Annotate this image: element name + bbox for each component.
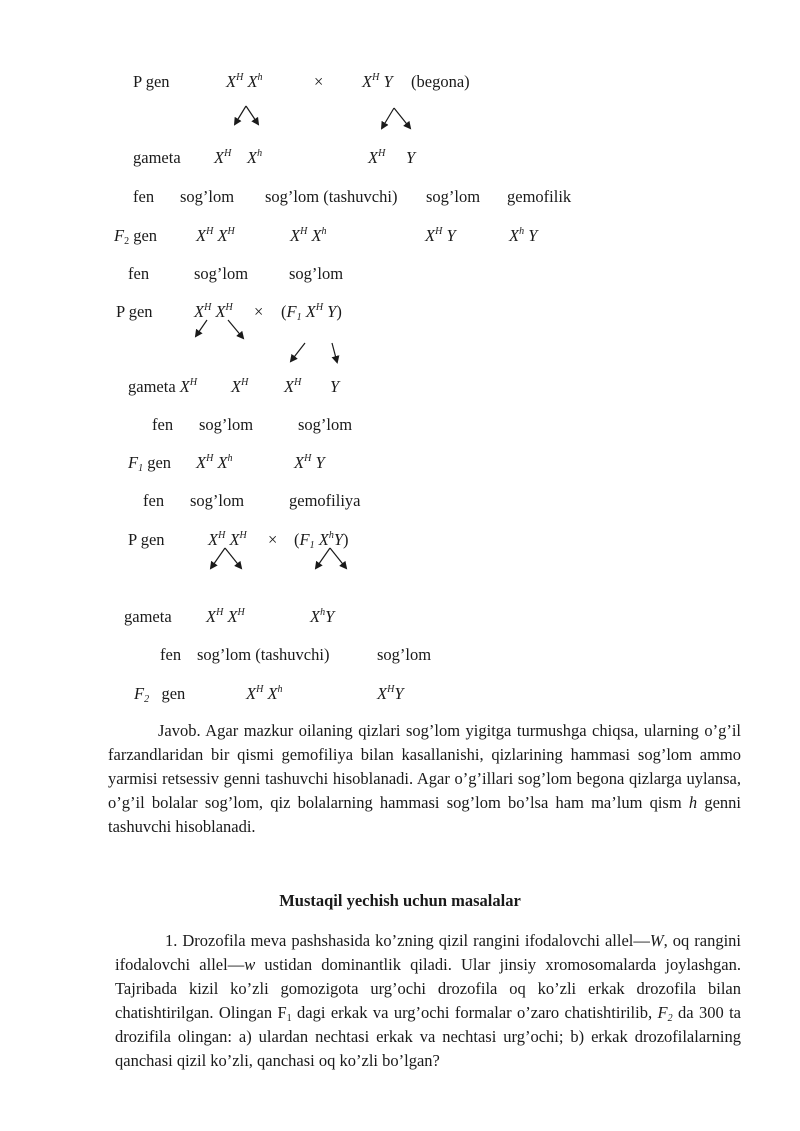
offspring-genotype: $X^HY$ — [377, 684, 404, 703]
problem-1: 1. Drozofila meva pashshasida ko’zning qizil rangini ifodalovchi allel—W, oq rangini ifodalovchi allel—w ustidan dominantlik qiladi. Ular jinsiy xromosomalarda joylashgan. Tajribada kizil ko’zli gomozigota urg’ochi drozofila oq ko’zli erkak drozofila bilan chatishtirilgan. Olingan $F_1$ dagi erkak va urg’ochi formalar o’zaro chatishtirilib, $F_2$ da 300 ta drozifila olingan: a) ulardan nechtasi erkak va nechtasi urg’ochi; b) erkak drozofilalarning qanchasi qizil ko’zli, qanchasi oq ko’zli bo’lgan? — [115, 931, 741, 1070]
arrow — [228, 320, 243, 338]
fen-label: fen — [160, 645, 182, 664]
gamete: $X^H$ — [284, 377, 302, 396]
phenotype: gemofiliya — [289, 491, 361, 510]
offspring-genotype: $X^h$ Y — [509, 226, 538, 245]
f2-gen-label: $F_2$ gen — [114, 226, 158, 247]
phenotype: sog’lom — [180, 187, 235, 206]
p-gen-label: P gen — [128, 530, 165, 549]
offspring-genotype: $X^H$ $X^h$ — [196, 453, 233, 472]
mother-genotype: $X^H$ $X^h$ — [226, 72, 263, 91]
phenotype: sog’lom — [298, 415, 353, 434]
gamete: Y — [330, 377, 340, 396]
phenotype: sog’lom (tashuvchi) — [265, 187, 398, 206]
arrow — [291, 343, 305, 361]
gamete-label: gameta — [124, 607, 172, 626]
phenotype: gemofilik — [507, 187, 572, 206]
cross-symbol: × — [268, 530, 278, 549]
phenotype: sog’lom — [199, 415, 254, 434]
phenotype: sog’lom — [289, 264, 344, 283]
f2-gen-label: $F_2$ gen — [134, 684, 186, 705]
offspring-genotype: $X^H$ $X^h$ — [290, 226, 327, 245]
offspring-genotype: $X^H$ $X^H$ — [196, 226, 235, 245]
arrow — [246, 106, 258, 124]
fen-label: fen — [152, 415, 174, 434]
father-genotype: ($F_1$ $X^H$ Y) — [281, 302, 342, 323]
phenotype: sog’lom — [190, 491, 245, 510]
p-gen-label: P gen — [116, 302, 153, 321]
offspring-genotype: $X^H$ Y — [294, 453, 325, 472]
phenotype: sog’lom — [426, 187, 481, 206]
gamete-label: gameta — [133, 148, 181, 167]
arrow — [211, 548, 225, 568]
arrow — [332, 343, 337, 362]
gamete: $X^H$ — [214, 148, 232, 167]
gamete-label: gameta $X^H$ — [128, 377, 198, 396]
phenotype: sog’lom (tashuvchi) — [197, 645, 330, 664]
gamete: $X^H$ $X^H$ — [206, 607, 245, 626]
mother-genotype: $X^H$ $X^H$ — [208, 530, 247, 549]
arrow — [225, 548, 241, 568]
father-genotype: ($F_1$ $X^hY$) — [294, 530, 349, 551]
f1-gen-label: $F_1$ gen — [128, 453, 172, 474]
arrow — [235, 106, 246, 124]
arrow — [394, 108, 410, 128]
section-title: Mustaqil yechish uchun masalalar — [279, 891, 521, 910]
fen-label: fen — [128, 264, 150, 283]
gamete: $X^H$ — [231, 377, 249, 396]
father-genotype: $X^H$ Y — [362, 72, 393, 91]
offspring-genotype: $X^H$ $X^h$ — [246, 684, 283, 703]
answer-paragraph: Javob. Agar mazkur oilaning qizlari sog’lom yigitga turmushga chiqsa, ularning o’g’il farzandlaridan bir qismi gemofiliya bilan kasallanishi, qizlarining hammasi sog’lom ammo yarmisi retsessiv genni tashuvchi hisoblanadi. Agar o’g’illari sog’lom begona qizlarga uylansa, o’g’il bolalar sog’lom, qiz bolalarning hammasi sog’lom bo’lsa ham ma’lum qism h genni tashuvchi hisoblanadi. — [108, 721, 742, 836]
gamete: $X^h$ — [247, 148, 263, 167]
fen-label: fen — [143, 491, 165, 510]
gamete: Y — [406, 148, 416, 167]
mother-genotype: $X^H$ $X^H$ — [194, 302, 233, 321]
cross-symbol: × — [254, 302, 264, 321]
gamete: $X^H$ — [368, 148, 386, 167]
arrow — [196, 320, 207, 336]
gamete: $X^hY$ — [310, 607, 335, 626]
cross-symbol: × — [314, 72, 324, 91]
p-gen-label: P gen — [133, 72, 170, 91]
fen-label: fen — [133, 187, 155, 206]
offspring-genotype: $X^H$ Y — [425, 226, 456, 245]
father-note: (begona) — [411, 72, 470, 91]
arrow — [382, 108, 394, 128]
phenotype: sog’lom — [194, 264, 249, 283]
arrow — [316, 548, 330, 568]
phenotype: sog’lom — [377, 645, 432, 664]
arrow — [330, 548, 346, 568]
